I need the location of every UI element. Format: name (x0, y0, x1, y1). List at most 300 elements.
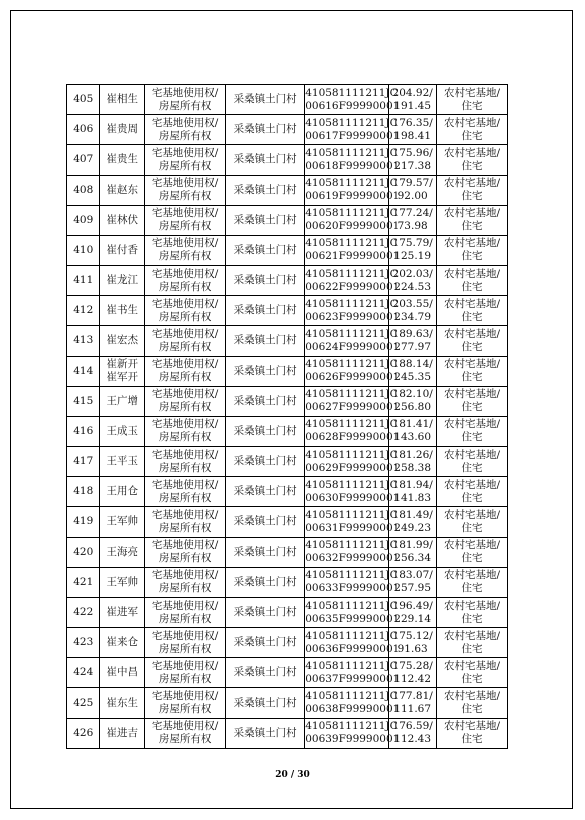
row-number-cell-num: 420 (73, 545, 94, 558)
registry-table (66, 84, 508, 749)
table-row (67, 85, 508, 115)
right-type-cell (145, 175, 226, 205)
right-type-cell-right1: 宅基地使用权/ (151, 720, 219, 733)
owner-name-cell (100, 477, 145, 507)
usage-cell (436, 416, 507, 446)
right-type-cell-right2: 房屋所有权 (158, 552, 212, 565)
table-row (67, 477, 508, 507)
location-cell (226, 658, 305, 688)
unit-code-cell-code2: 00616F99990001 (305, 99, 400, 112)
owner-name-cell (100, 718, 145, 748)
table-row (67, 175, 508, 205)
row-number-cell (67, 326, 100, 356)
usage-cell-use1: 农村宅基地/ (443, 177, 501, 190)
usage-cell-use2: 住宅 (461, 582, 483, 595)
location-cell-location: 采桑镇土门村 (233, 455, 297, 468)
unit-code-cell (305, 416, 400, 446)
row-number-cell-num: 421 (73, 575, 94, 588)
right-type-cell (145, 266, 226, 296)
location-cell (226, 628, 305, 658)
usage-cell-use1: 农村宅基地/ (443, 448, 501, 461)
area-cell (389, 356, 437, 386)
right-type-cell-right2: 房屋所有权 (158, 582, 212, 595)
usage-cell-use1: 农村宅基地/ (443, 388, 501, 401)
right-type-cell (145, 718, 226, 748)
row-number-cell (67, 145, 100, 175)
right-type-cell-right1: 宅基地使用权/ (151, 539, 219, 552)
location-cell-location: 采桑镇土门村 (233, 274, 297, 287)
unit-code-cell (305, 326, 400, 356)
usage-cell (436, 567, 507, 597)
owner-name-cell (100, 597, 145, 627)
location-cell-location: 采桑镇土门村 (233, 636, 297, 649)
usage-cell-use2: 住宅 (461, 340, 483, 353)
right-type-cell (145, 477, 226, 507)
unit-code-cell-code2: 00632F99990001 (305, 552, 400, 565)
right-type-cell-right2: 房屋所有权 (158, 310, 212, 323)
unit-code-cell-code2: 00628F99990001 (305, 431, 400, 444)
owner-name-cell (100, 205, 145, 235)
right-type-cell-right1: 宅基地使用权/ (151, 690, 219, 703)
unit-code-cell-code2: 00637F99990001 (305, 672, 400, 685)
table-row (67, 205, 508, 235)
area-cell (389, 115, 437, 145)
right-type-cell-right2: 房屋所有权 (158, 220, 212, 233)
usage-cell-use1: 农村宅基地/ (443, 599, 501, 612)
location-cell-location: 采桑镇土门村 (233, 93, 297, 106)
usage-cell (436, 356, 507, 386)
right-type-cell-right1: 宅基地使用权/ (151, 237, 219, 250)
area-cell-area2: 245.35 (394, 371, 432, 384)
owner-name-cell-name: 崔中昌 (106, 666, 138, 679)
area-cell-area2: 256.80 (394, 401, 432, 414)
area-cell-area1: 175.12/ (392, 629, 433, 642)
usage-cell-use1: 农村宅基地/ (443, 720, 501, 733)
location-cell (226, 597, 305, 627)
area-cell (389, 85, 437, 115)
location-cell-location: 采桑镇土门村 (233, 364, 297, 377)
unit-code-cell-code1: 410581111211JC (305, 720, 398, 733)
location-cell-location: 采桑镇土门村 (233, 666, 297, 679)
table-row (67, 416, 508, 446)
unit-code-cell (305, 507, 400, 537)
right-type-cell-right2: 房屋所有权 (158, 250, 212, 263)
unit-code-cell (305, 115, 400, 145)
right-type-cell (145, 628, 226, 658)
row-number-cell-num: 413 (73, 334, 94, 347)
location-cell (226, 296, 305, 326)
unit-code-cell-code2: 00618F99990001 (305, 159, 400, 172)
right-type-cell-right1: 宅基地使用权/ (151, 448, 219, 461)
owner-name-cell (100, 416, 145, 446)
unit-code-cell (305, 266, 400, 296)
usage-cell (436, 235, 507, 265)
area-cell-area1: 204.92/ (392, 86, 433, 99)
right-type-cell (145, 386, 226, 416)
right-type-cell (145, 537, 226, 567)
usage-cell-use2: 住宅 (461, 552, 483, 565)
usage-cell-use2: 住宅 (461, 461, 483, 474)
location-cell (226, 115, 305, 145)
unit-code-cell-code2: 00620F99990001 (305, 220, 400, 233)
row-number-cell-num: 411 (73, 274, 94, 287)
owner-name-cell (100, 567, 145, 597)
row-number-cell (67, 356, 100, 386)
area-cell-area2: 191.45 (394, 99, 432, 112)
usage-cell-use1: 农村宅基地/ (443, 629, 501, 642)
right-type-cell-right1: 宅基地使用权/ (151, 569, 219, 582)
unit-code-cell (305, 235, 400, 265)
location-cell (226, 85, 305, 115)
owner-name-cell (100, 537, 145, 567)
area-cell-area1: 176.35/ (392, 116, 433, 129)
unit-code-cell-code1: 410581111211JC (305, 659, 398, 672)
row-number-cell-num: 415 (73, 394, 94, 407)
owner-name-cell (100, 115, 145, 145)
usage-cell-use2: 住宅 (461, 159, 483, 172)
usage-cell-use1: 农村宅基地/ (443, 358, 501, 371)
page-number: 20 / 30 (275, 770, 310, 780)
usage-cell-use1: 农村宅基地/ (443, 569, 501, 582)
area-cell-area1: 179.57/ (392, 177, 433, 190)
unit-code-cell-code2: 00639F99990001 (305, 733, 400, 746)
area-cell (389, 266, 437, 296)
owner-name-cell (100, 628, 145, 658)
location-cell-location: 采桑镇土门村 (233, 424, 297, 437)
right-type-cell (145, 205, 226, 235)
location-cell (226, 447, 305, 477)
location-cell-location: 采桑镇土门村 (233, 575, 297, 588)
row-number-cell (67, 416, 100, 446)
unit-code-cell-code2: 00638F99990001 (305, 703, 400, 716)
area-cell (389, 145, 437, 175)
owner-name-cell-name: 崔进吉 (106, 726, 138, 739)
unit-code-cell-code2: 00631F99990001 (305, 521, 400, 534)
usage-cell (436, 85, 507, 115)
table-row (67, 688, 508, 718)
row-number-cell (67, 658, 100, 688)
usage-cell (436, 537, 507, 567)
usage-cell-use2: 住宅 (461, 401, 483, 414)
location-cell (226, 326, 305, 356)
owner-name-cell-name: 王海亮 (106, 545, 138, 558)
table-row (67, 115, 508, 145)
area-cell (389, 658, 437, 688)
unit-code-cell (305, 447, 400, 477)
area-cell-area2: 256.34 (394, 552, 432, 565)
unit-code-cell-code1: 410581111211JC (305, 418, 398, 431)
unit-code-cell-code1: 410581111211JC (305, 267, 398, 280)
usage-cell (436, 597, 507, 627)
usage-cell-use2: 住宅 (461, 250, 483, 263)
location-cell-location: 采桑镇土门村 (233, 606, 297, 618)
table-row (67, 326, 508, 356)
row-number-cell (67, 85, 100, 115)
location-cell (226, 477, 305, 507)
table-row (67, 356, 508, 386)
table-row (67, 235, 508, 265)
location-cell-location: 采桑镇土门村 (233, 183, 297, 196)
location-cell-location: 采桑镇土门村 (233, 153, 297, 166)
area-cell-area2: 111.67 (394, 703, 432, 716)
right-type-cell-right2: 房屋所有权 (158, 190, 212, 203)
area-cell-area1: 181.26/ (392, 448, 433, 461)
unit-code-cell-code1: 410581111211JC (305, 116, 398, 129)
right-type-cell-right1: 宅基地使用权/ (151, 267, 219, 280)
usage-cell-use1: 农村宅基地/ (443, 539, 501, 552)
usage-cell-use2: 住宅 (461, 642, 483, 655)
area-cell-area1: 189.63/ (392, 327, 433, 340)
unit-code-cell-code2: 00617F99990001 (305, 129, 400, 142)
location-cell-location: 采桑镇土门村 (233, 304, 297, 317)
usage-cell-use2: 住宅 (461, 491, 483, 504)
table-row (67, 567, 508, 597)
right-type-cell-right1: 宅基地使用权/ (151, 116, 219, 129)
right-type-cell-right2: 房屋所有权 (158, 733, 212, 746)
usage-cell (436, 507, 507, 537)
area-cell-area2: 217.38 (394, 159, 432, 172)
right-type-cell-right1: 宅基地使用权/ (151, 508, 219, 521)
location-cell (226, 205, 305, 235)
right-type-cell-right2: 房屋所有权 (158, 280, 212, 293)
right-type-cell (145, 115, 226, 145)
area-cell-area1: 177.24/ (392, 207, 433, 220)
owner-name-cell-name: 崔来仓 (106, 636, 138, 649)
usage-cell-use2: 住宅 (461, 371, 483, 384)
unit-code-cell-code2: 00619F99990001 (305, 190, 400, 203)
area-cell-area1: 203.55/ (392, 297, 433, 310)
area-cell-area2: 224.53 (394, 280, 432, 293)
unit-code-cell-code1: 410581111211JC (305, 478, 398, 491)
unit-code-cell (305, 597, 400, 627)
unit-code-cell-code1: 410581111211JC (305, 569, 398, 582)
row-number-cell-num: 405 (73, 93, 94, 106)
usage-cell (436, 658, 507, 688)
usage-cell-use1: 农村宅基地/ (443, 508, 501, 521)
unit-code-cell-code1: 410581111211JC (305, 177, 398, 190)
row-number-cell (67, 386, 100, 416)
location-cell (226, 175, 305, 205)
registry-table-body (67, 85, 508, 749)
right-type-cell-right2: 房屋所有权 (158, 672, 212, 685)
usage-cell-use1: 农村宅基地/ (443, 207, 501, 220)
usage-cell-use2: 住宅 (461, 190, 483, 203)
area-cell-area1: 176.59/ (392, 720, 433, 733)
owner-name-cell (100, 386, 145, 416)
right-type-cell-right1: 宅基地使用权/ (151, 659, 219, 672)
area-cell (389, 447, 437, 477)
location-cell-location: 采桑镇土门村 (233, 243, 297, 256)
row-number-cell (67, 235, 100, 265)
owner-name-cell-name: 崔宏杰 (106, 334, 138, 347)
usage-cell (436, 718, 507, 748)
area-cell (389, 296, 437, 326)
owner-name-cell-name: 王成玉 (106, 424, 138, 437)
usage-cell (436, 175, 507, 205)
owner-name-cell-name: 崔龙江 (106, 274, 138, 287)
usage-cell-use2: 住宅 (461, 733, 483, 746)
usage-cell (436, 628, 507, 658)
row-number-cell-num: 407 (73, 153, 94, 166)
unit-code-cell (305, 628, 400, 658)
unit-code-cell-code1: 410581111211JC (305, 599, 398, 612)
owner-name-cell-name: 王用仓 (106, 485, 138, 498)
location-cell-location: 采桑镇土门村 (233, 213, 297, 226)
location-cell (226, 688, 305, 718)
table-row (67, 266, 508, 296)
unit-code-cell-code1: 410581111211JC (305, 448, 398, 461)
unit-code-cell-code1: 410581111211JC (305, 86, 398, 99)
right-type-cell-right1: 宅基地使用权/ (151, 358, 219, 371)
row-number-cell (67, 296, 100, 326)
unit-code-cell-code1: 410581111211JC (305, 358, 398, 371)
right-type-cell (145, 145, 226, 175)
right-type-cell (145, 597, 226, 627)
row-number-cell (67, 115, 100, 145)
area-cell-area2: 229.14 (394, 612, 432, 625)
owner-name-cell (100, 326, 145, 356)
area-cell (389, 507, 437, 537)
right-type-cell-right1: 宅基地使用权/ (151, 177, 219, 190)
right-type-cell (145, 658, 226, 688)
right-type-cell-right1: 宅基地使用权/ (151, 599, 219, 612)
right-type-cell-right1: 宅基地使用权/ (151, 86, 219, 99)
unit-code-cell-code2: 00621F99990001 (305, 250, 400, 263)
right-type-cell (145, 85, 226, 115)
location-cell (226, 356, 305, 386)
right-type-cell-right2: 房屋所有权 (158, 99, 212, 112)
right-type-cell (145, 688, 226, 718)
unit-code-cell (305, 386, 400, 416)
usage-cell (436, 688, 507, 718)
usage-cell-use2: 住宅 (461, 703, 483, 716)
row-number-cell-num: 408 (73, 183, 94, 196)
area-cell (389, 718, 437, 748)
usage-cell-use2: 住宅 (461, 280, 483, 293)
owner-name-cell-name: 崔东生 (106, 696, 138, 709)
table-row (67, 145, 508, 175)
unit-code-cell (305, 718, 400, 748)
owner-name-cell-name: 崔新开 (106, 358, 138, 371)
table-row (67, 507, 508, 537)
unit-code-cell (305, 85, 400, 115)
right-type-cell-right2: 房屋所有权 (158, 461, 212, 474)
usage-cell-use1: 农村宅基地/ (443, 690, 501, 703)
unit-code-cell-code2: 00635F99990001 (305, 612, 400, 625)
area-cell-area1: 181.49/ (392, 508, 433, 521)
area-cell (389, 597, 437, 627)
unit-code-cell-code1: 410581111211JC (305, 508, 398, 521)
location-cell (226, 507, 305, 537)
row-number-cell (67, 628, 100, 658)
usage-cell-use2: 住宅 (461, 99, 483, 112)
location-cell-location: 采桑镇土门村 (233, 726, 297, 739)
owner-name-cell (100, 356, 145, 386)
row-number-cell (67, 597, 100, 627)
unit-code-cell (305, 205, 400, 235)
area-cell-area1: 202.03/ (392, 267, 433, 280)
right-type-cell-right2: 房屋所有权 (158, 159, 212, 172)
usage-cell-use1: 农村宅基地/ (443, 146, 501, 159)
unit-code-cell-code1: 410581111211JC (305, 629, 398, 642)
area-cell-area2: 258.38 (394, 461, 432, 474)
row-number-cell-num: 418 (73, 485, 94, 498)
area-cell-area1: 181.41/ (392, 418, 433, 431)
unit-code-cell-code1: 410581111211JC (305, 327, 398, 340)
right-type-cell-right1: 宅基地使用权/ (151, 327, 219, 340)
area-cell-area1: 196.49/ (392, 599, 433, 612)
usage-cell-use2: 住宅 (461, 129, 483, 142)
unit-code-cell-code2: 00626F99990001 (305, 371, 400, 384)
location-cell (226, 416, 305, 446)
area-cell-area1: 175.96/ (392, 146, 433, 159)
right-type-cell-right1: 宅基地使用权/ (151, 478, 219, 491)
unit-code-cell-code1: 410581111211JC (305, 539, 398, 552)
unit-code-cell-code2: 00627F99990001 (305, 401, 400, 414)
owner-name-cell (100, 235, 145, 265)
location-cell (226, 235, 305, 265)
unit-code-cell-code1: 410581111211JC (305, 388, 398, 401)
usage-cell (436, 266, 507, 296)
unit-code-cell-code2: 00629F99990001 (305, 461, 400, 474)
usage-cell-use2: 住宅 (461, 220, 483, 233)
right-type-cell-right2: 房屋所有权 (158, 129, 212, 142)
area-cell-area1: 177.81/ (392, 690, 433, 703)
area-cell (389, 386, 437, 416)
unit-code-cell-code2: 00624F99990001 (305, 340, 400, 353)
right-type-cell-right2: 房屋所有权 (158, 491, 212, 504)
location-cell-location: 采桑镇土门村 (233, 334, 297, 347)
row-number-cell-num: 409 (73, 213, 94, 226)
unit-code-cell (305, 537, 400, 567)
right-type-cell (145, 447, 226, 477)
area-cell-area2: 257.95 (394, 582, 432, 595)
owner-name-cell (100, 145, 145, 175)
unit-code-cell (305, 658, 400, 688)
usage-cell-use1: 农村宅基地/ (443, 86, 501, 99)
row-number-cell-num: 425 (73, 696, 94, 709)
right-type-cell-right2: 房屋所有权 (158, 340, 212, 353)
row-number-cell-num: 419 (73, 515, 94, 528)
location-cell (226, 266, 305, 296)
area-cell-area2: 125.19 (394, 250, 432, 263)
owner-name-cell (100, 266, 145, 296)
area-cell (389, 688, 437, 718)
table-row (67, 447, 508, 477)
table-row (67, 628, 508, 658)
area-cell-area1: 182.10/ (392, 388, 433, 401)
table-row (67, 597, 508, 627)
usage-cell (436, 205, 507, 235)
right-type-cell-right2: 房屋所有权 (158, 642, 212, 655)
right-type-cell-right1: 宅基地使用权/ (151, 629, 219, 642)
location-cell-location: 采桑镇土门村 (233, 696, 297, 709)
owner-name-cell (100, 447, 145, 477)
area-cell (389, 567, 437, 597)
right-type-cell (145, 416, 226, 446)
location-cell-location: 采桑镇土门村 (233, 515, 297, 528)
unit-code-cell (305, 175, 400, 205)
row-number-cell-num: 417 (73, 455, 94, 468)
location-cell-location: 采桑镇土门村 (233, 394, 297, 407)
owner-name-cell (100, 507, 145, 537)
owner-name-cell-name2: 崔军开 (106, 371, 138, 384)
usage-cell (436, 386, 507, 416)
area-cell-area2: 73.98 (397, 220, 428, 233)
area-cell-area2: 91.63 (397, 642, 428, 655)
unit-code-cell (305, 296, 400, 326)
row-number-cell (67, 447, 100, 477)
